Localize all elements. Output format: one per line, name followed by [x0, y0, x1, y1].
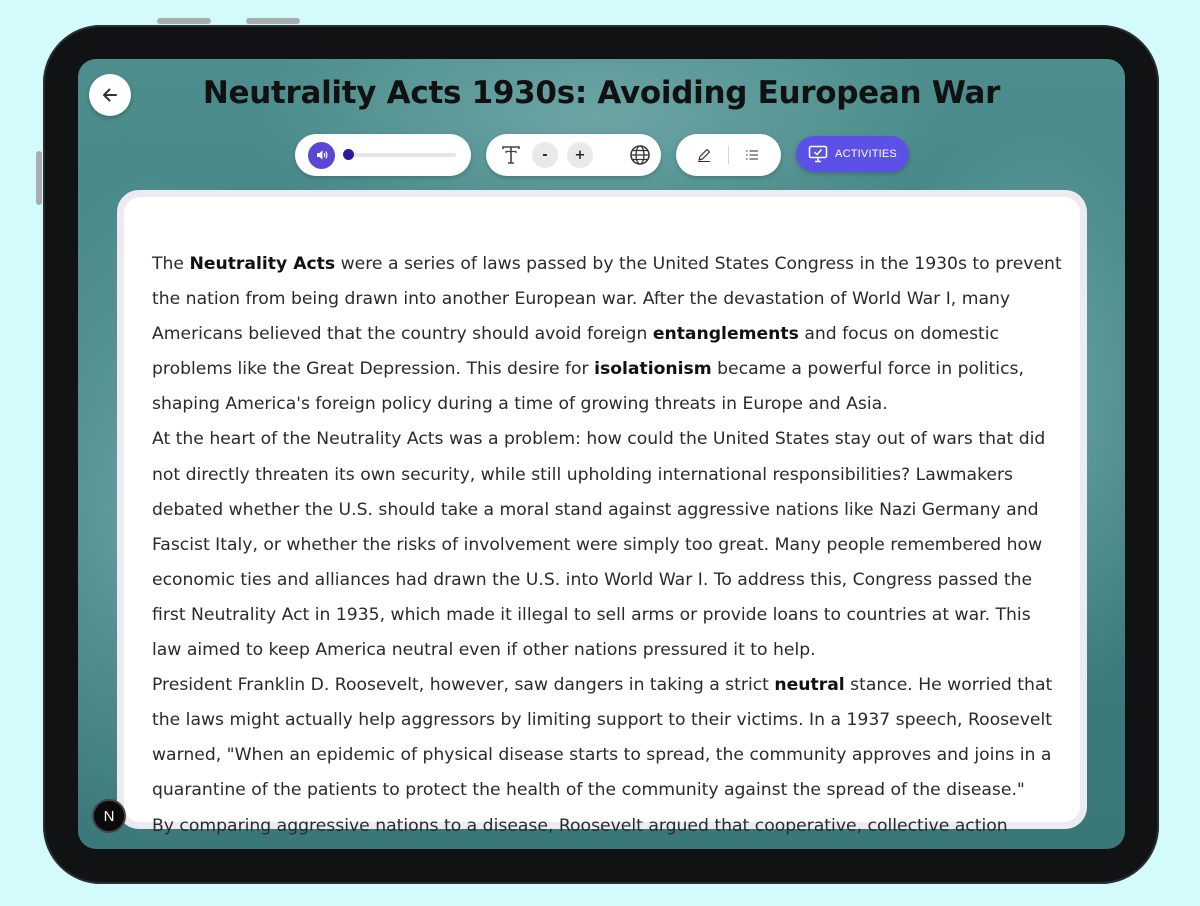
page-title: Neutrality Acts 1930s: Avoiding European War — [202, 75, 1001, 111]
paragraph-2: At the heart of the Neutrality Acts was a problem: how could the United States stay out of wars that did not directly threaten its own security, while still upholding international responsibilities? Lawmakers debated whether the U.S. should take a moral stand against aggressive nations like Nazi Germany and Fascist Italy, or whether the risks of involvement were simply too great. Many people remembered how economic ties and alliances had drawn the U.S. into World War I. To address this, Congress passed the first Neutrality Act in 1935, which made it illegal to sell arms or provide loans to countries at war. This law aimed to keep America neutral even if other nations pressured it to help. — [152, 429, 1046, 661]
globe-icon[interactable] — [629, 144, 651, 166]
tool-divider — [728, 146, 729, 164]
text-span: became a powerful force in politics, shaping America's foreign policy during a time of growing threats in Europe and Asia. — [152, 359, 1024, 415]
decrease-text-size-button[interactable]: - — [532, 142, 558, 168]
paragraph-3 — [152, 668, 1062, 808]
vocab-term[interactable]: Neutrality Acts — [189, 254, 336, 274]
activities-label: ACTIVITIES — [835, 148, 897, 160]
reading-card[interactable] — [124, 197, 1080, 836]
reading-text — [152, 247, 1062, 844]
vocab-term[interactable]: isolationism — [594, 359, 712, 380]
n-badge[interactable]: N — [92, 799, 126, 833]
text-span: President Franklin D. Roosevelt, however, saw dangers in taking a strict — [152, 675, 775, 696]
speaker-icon — [315, 148, 329, 162]
text-span: were a series of laws passed by the United States Congress in the 1930s to prevent the nation from being drawn into another European war. After the devastation of World War I, many Americans believed that the country should avoid foreign — [152, 254, 1062, 345]
audio-player — [295, 134, 471, 176]
increase-text-size-button[interactable]: + — [567, 142, 593, 168]
text-span: stance. He worried that the laws might actually help aggressors by limiting support to their victims. In a 1937 speech, Roosevelt warned, "When an epidemic of physical disease starts to spread, the community approves and joins in a quarantine of the patients to protect the health of the community against the spread of the disease." — [152, 675, 1053, 801]
audio-progress-handle[interactable] — [343, 149, 354, 160]
play-audio-button[interactable] — [308, 142, 335, 169]
vocab-term[interactable]: entanglements — [652, 324, 799, 345]
vocab-term[interactable]: neutral — [774, 675, 845, 696]
text-size-icon[interactable] — [500, 144, 522, 166]
paragraph-1 — [152, 247, 1062, 422]
monitor-icon — [808, 145, 828, 163]
pen-icon[interactable] — [696, 147, 712, 163]
power-hardware-button — [36, 151, 42, 205]
volume-up-hardware-button — [157, 18, 211, 24]
paragraph-4: By comparing aggressive nations to a disease, Roosevelt argued that cooperative, collective action — [152, 815, 1008, 836]
annotation-tools — [676, 134, 781, 176]
audio-progress-slider[interactable] — [345, 153, 456, 157]
activities-button[interactable] — [796, 136, 909, 172]
text-span: and focus on domestic problems like the Great Depression. This desire for — [152, 324, 999, 380]
list-icon[interactable] — [745, 148, 759, 162]
volume-down-hardware-button — [246, 18, 300, 24]
text-controls — [486, 134, 661, 176]
text-span: The — [152, 254, 190, 274]
lesson-screen — [78, 59, 1125, 849]
